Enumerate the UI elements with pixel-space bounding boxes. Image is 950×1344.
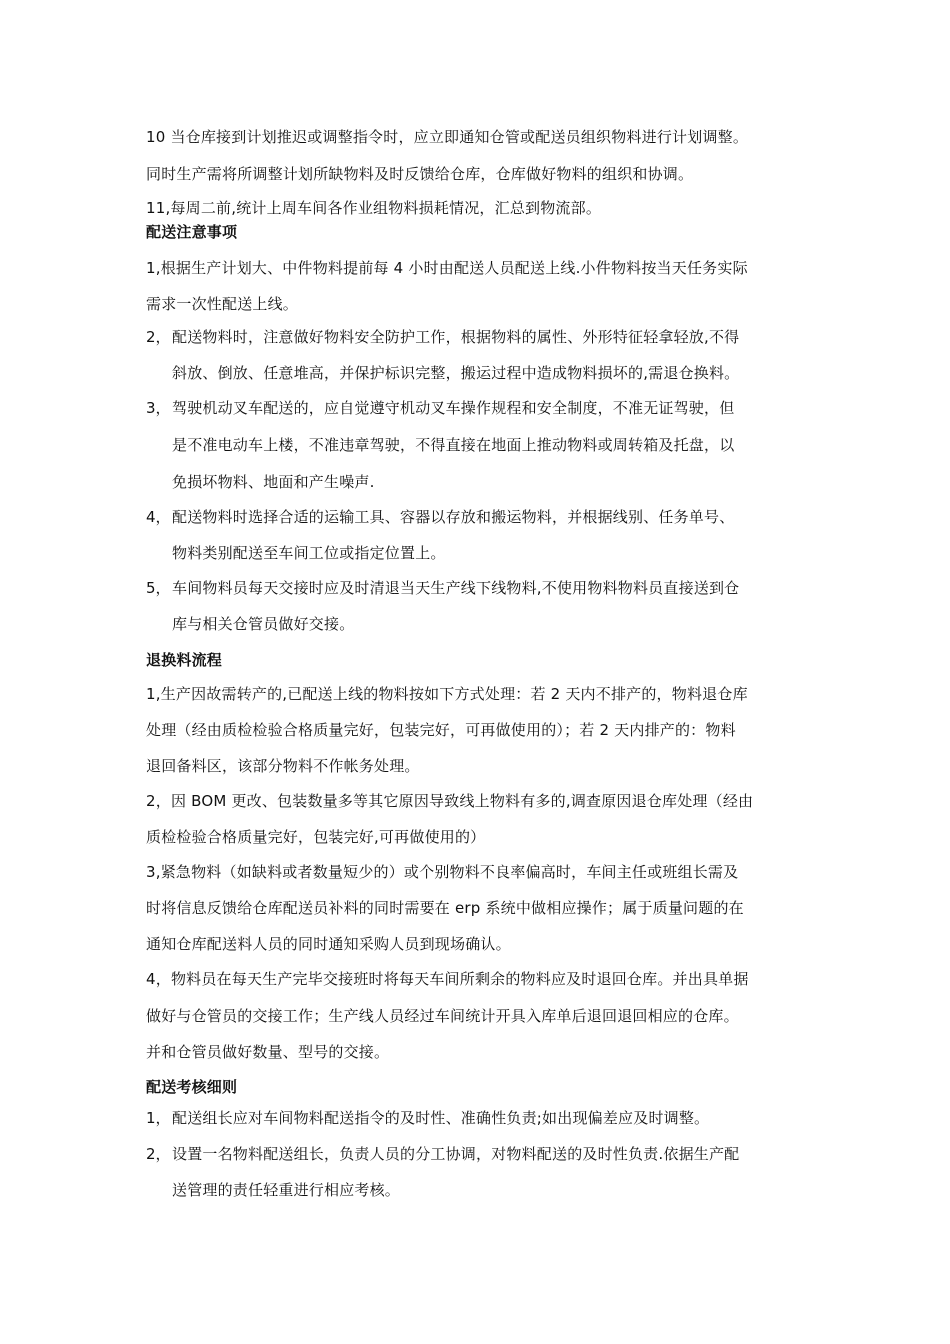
list-item-line: 3,紧急物料（如缺料或者数量短少的）或个别物料不良率偏高时，车间主任或班组长需及 [146,863,739,881]
list-item-line: 送管理的责任轻重进行相应考核。 [172,1181,401,1199]
list-item-line: 2，因 BOM 更改、包装数量多等其它原因导致线上物料有多的,调查原因退仓库处理（经由 [146,792,754,810]
list-item-number: 5， [146,579,171,597]
list-item-line: 退回备料区，该部分物料不作帐务处理。 [146,757,420,775]
section-heading: 配送注意事项 [146,223,238,241]
paragraph-line: 10 当仓库接到计划推迟或调整指令时，应立即通知仓管或配送员组织物料进行计划调整。 [146,128,749,146]
list-item-line: 设置一名物料配送组长，负责人员的分工协调，对物料配送的及时性负责.依据生产配 [172,1145,740,1163]
list-item-line: 斜放、倒放、任意堆高，并保护标识完整，搬运过程中造成物料损坏的,需退仓换料。 [172,364,740,382]
list-item-line: 通知仓库配送料人员的同时通知采购人员到现场确认。 [146,935,511,953]
list-item-line: 并和仓管员做好数量、型号的交接。 [146,1043,390,1061]
list-item-line: 4，物料员在每天生产完毕交接班时将每天车间所剩余的物料应及时退回仓库。并出具单据 [146,970,749,988]
section-heading: 退换料流程 [146,651,223,669]
paragraph-line: 同时生产需将所调整计划所缺物料及时反馈给仓库，仓库做好物料的组织和协调。 [146,165,694,183]
list-item-line: 物料类别配送至车间工位或指定位置上。 [172,544,446,562]
list-item-number: 2， [146,328,171,346]
list-item-line: 处理（经由质检检验合格质量完好，包装完好，可再做使用的）；若 2 天内排产的：物料 [146,721,736,739]
list-item-line: 配送物料时，注意做好物料安全防护工作，根据物料的属性、外形特征轻拿轻放,不得 [172,328,740,346]
list-item-line: 库与相关仓管员做好交接。 [172,615,355,633]
list-item-line: 配送物料时选择合适的运输工具、容器以存放和搬运物料，并根据线别、任务单号、 [172,508,735,526]
list-item-number: 4， [146,508,171,526]
list-item-line: 是不准电动车上楼，不准违章驾驶，不得直接在地面上推动物料或周转箱及托盘，以 [172,436,735,454]
list-item-line: 做好与仓管员的交接工作；生产线人员经过车间统计开具入库单后退回退回相应的仓库。 [146,1007,739,1025]
list-item-line: 时将信息反馈给仓库配送员补料的同时需要在 erp 系统中做相应操作；属于质量问题的在 [146,899,744,917]
list-item-line: 1,根据生产计划大、中件物料提前每 4 小时由配送人员配送上线.小件物料按当天任务实际 [146,259,748,277]
paragraph-line: 11,每周二前,统计上周车间各作业组物料损耗情况，汇总到物流部。 [146,199,602,217]
list-item-line: 需求一次性配送上线。 [146,295,299,313]
list-item-line: 质检检验合格质量完好，包装完好,可再做使用的） [146,828,486,846]
list-item-number: 2， [146,1145,171,1163]
list-item-line: 1,生产因故需转产的,已配送上线的物料按如下方式处理：若 2 天内不排产的，物料退仓库 [146,685,748,703]
list-item-line: 驾驶机动叉车配送的，应自觉遵守机动叉车操作规程和安全制度，不准无证驾驶，但 [172,399,735,417]
list-item-number: 3， [146,399,171,417]
list-item-line: 配送组长应对车间物料配送指令的及时性、准确性负责;如出现偏差应及时调整。 [172,1109,710,1127]
list-item-line: 车间物料员每天交接时应及时清退当天生产线下线物料,不使用物料物料员直接送到仓 [172,579,740,597]
section-heading: 配送考核细则 [146,1078,238,1096]
list-item-number: 1， [146,1109,171,1127]
list-item-line: 免损坏物料、地面和产生噪声. [172,473,375,491]
